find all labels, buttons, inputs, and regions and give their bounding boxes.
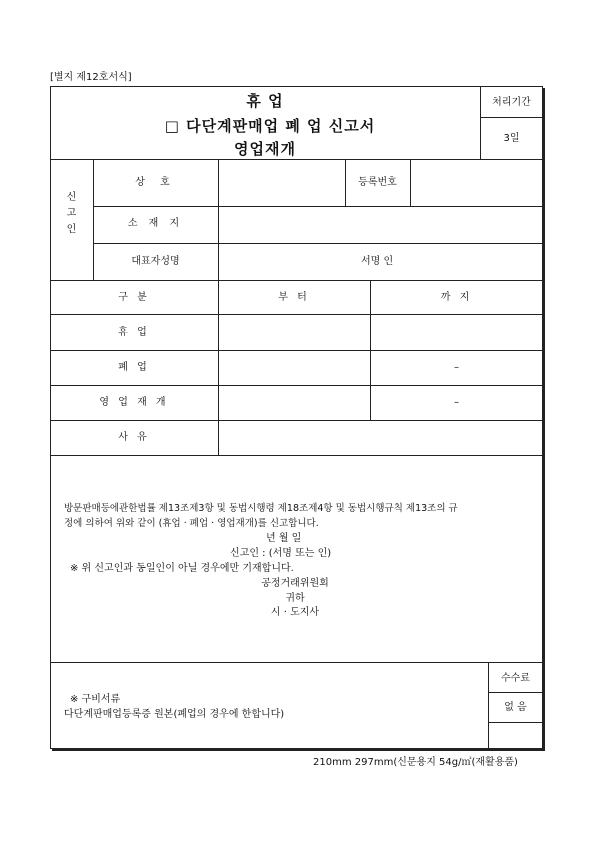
reason-field[interactable] bbox=[219, 421, 542, 454]
applicant-label: 신 고 인 bbox=[66, 192, 77, 235]
note-line: ※ 위 신고인과 동일인이 아닐 경우에만 기재합니다. bbox=[70, 563, 294, 574]
title-line-1: 휴 업 bbox=[246, 92, 284, 110]
business-name-label: 상 호 bbox=[135, 177, 176, 188]
body-paragraph-line-2: 정에 의하여 위와 같이 (휴업 · 폐업 · 영업재개)를 신고합니다. bbox=[64, 518, 319, 529]
registration-number-field[interactable] bbox=[411, 160, 542, 205]
form-shadow-bottom bbox=[52, 749, 545, 751]
from-header: 부 터 bbox=[278, 292, 310, 303]
row-suspension-to-field[interactable] bbox=[371, 315, 542, 349]
category-header: 구 분 bbox=[118, 292, 150, 303]
fee-value: 없 음 bbox=[504, 702, 527, 713]
applicant-signature-line: 신고인 : (서명 또는 인) bbox=[230, 548, 332, 559]
address-field[interactable] bbox=[219, 207, 542, 242]
row-closure-label: 폐 업 bbox=[118, 362, 150, 373]
title-line-3: 영업재개 bbox=[234, 140, 296, 158]
date-line: 년 월 일 bbox=[266, 533, 302, 544]
processing-period-value: 3일 bbox=[503, 133, 520, 144]
form-shadow bbox=[543, 88, 545, 750]
row-resume-label: 영 업 재 개 bbox=[99, 397, 169, 408]
paper-spec-footer: 210mm 297mm(신문용지 54g/㎡(재활용품) bbox=[313, 757, 518, 768]
business-name-field[interactable] bbox=[219, 160, 344, 205]
form-id: [별지 제12호서식] bbox=[50, 72, 132, 83]
body-paragraph-line-1: 방문판매등에관한법률 제13조제3항 및 동법시행령 제18조제4항 및 동법시행규칙 제13조의 규 bbox=[64, 503, 458, 514]
address-label: 소 재 지 bbox=[127, 218, 184, 229]
registration-number-label: 등록번호 bbox=[358, 177, 397, 188]
reason-label: 사 유 bbox=[118, 432, 150, 443]
row-suspension-from-field[interactable] bbox=[219, 315, 369, 349]
row-closure-from-field[interactable] bbox=[219, 351, 369, 384]
recipient-ftc: 공정거래위원회 bbox=[261, 578, 329, 589]
row-resume-from-field[interactable] bbox=[219, 386, 369, 419]
recipient-honorific: 귀하 bbox=[285, 593, 305, 604]
row-closure-to: – bbox=[454, 362, 459, 373]
attachment-item-1: 다단계판매업등록증 원본(폐업의 경우에 한합니다) bbox=[64, 709, 285, 720]
recipient-governor: 시 · 도지사 bbox=[270, 607, 320, 618]
representative-label: 대표자성명 bbox=[131, 256, 180, 267]
row-suspension-label: 휴 업 bbox=[118, 327, 150, 338]
fee-label: 수수료 bbox=[501, 673, 530, 684]
title-line-2: □ 다단계판매업 폐 업 신고서 bbox=[164, 117, 376, 135]
to-header: 까 지 bbox=[440, 292, 473, 303]
signature-label: 서명 인 bbox=[361, 256, 394, 267]
processing-period-label: 처리기간 bbox=[492, 97, 531, 108]
row-resume-to: – bbox=[454, 397, 459, 408]
attachments-title: ※ 구비서류 bbox=[70, 694, 121, 705]
